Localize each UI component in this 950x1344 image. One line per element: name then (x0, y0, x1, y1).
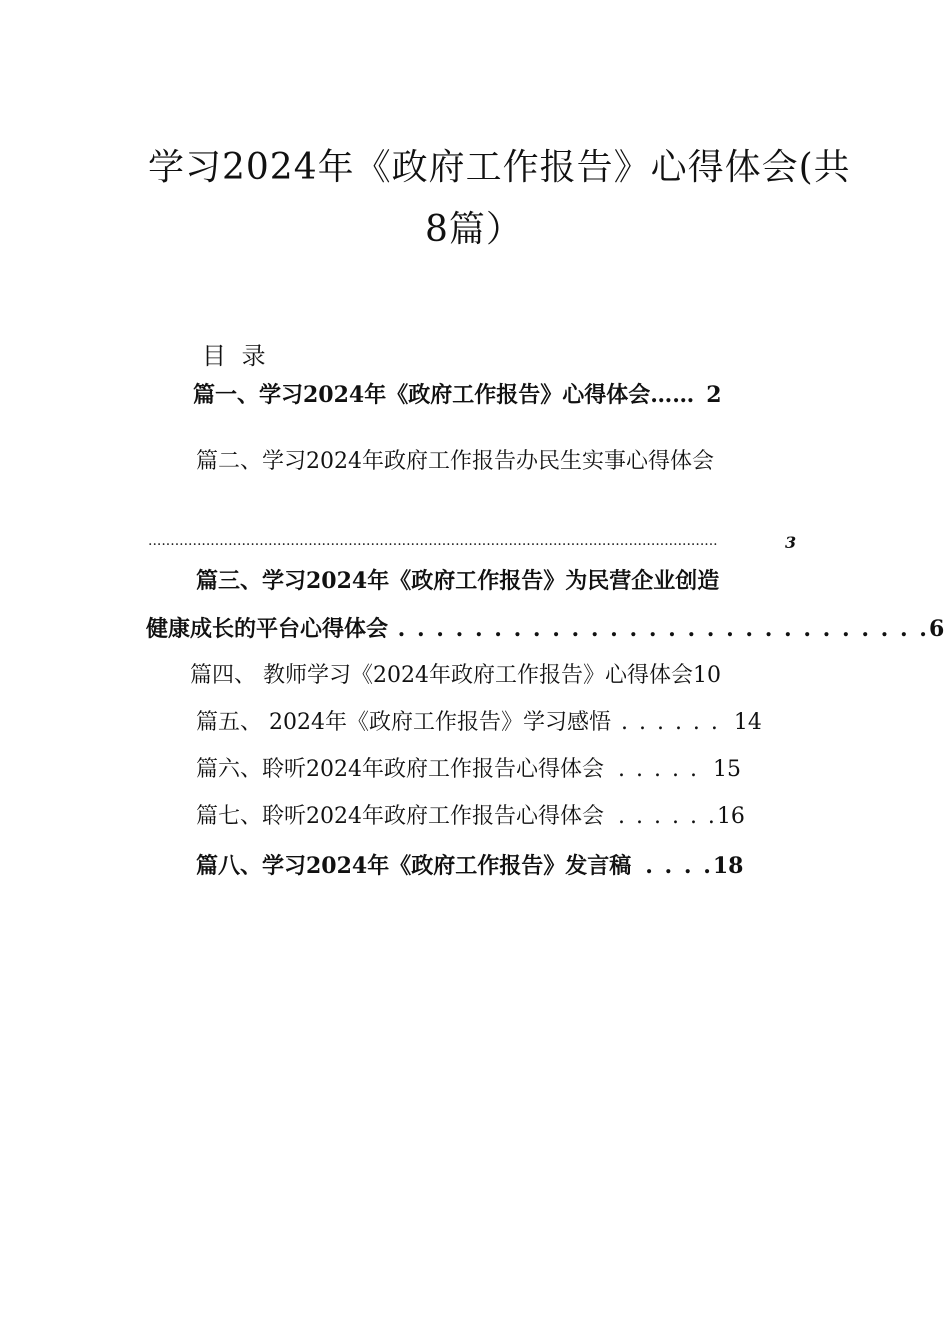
toc-item-leader: . . . . . (618, 757, 699, 782)
toc-item-1[interactable] (193, 380, 722, 410)
toc-item-2-leader-row (148, 533, 800, 553)
toc-item-3-label-line1[interactable] (196, 566, 719, 596)
toc-item-leader: . . . . . . (618, 804, 717, 829)
toc-item-6[interactable] (196, 755, 741, 785)
toc-item-leader: . . . . . . . . . . . . . . . . . . . . . . . . . . . . (388, 616, 929, 642)
document-title-line2: 8篇） (425, 209, 523, 250)
toc-item-8[interactable] (196, 851, 743, 881)
toc-item-4[interactable] (190, 661, 721, 691)
toc-item-label: 篇四、 教师学习《2024年政府工作报告》心得体会 (190, 663, 693, 688)
toc-item-label: 篇七、聆听2024年政府工作报告心得体会 (196, 804, 604, 829)
toc-item-page: 2 (706, 382, 722, 408)
toc-item-page: 16 (716, 804, 745, 829)
toc-item-3-label-line2[interactable] (146, 614, 944, 644)
toc-heading: 目 录 (202, 342, 270, 370)
toc-item-label: 篇二、学习2024年政府工作报告办民生实事心得体会 (196, 449, 714, 474)
toc-item-leader: . . . . . . (620, 710, 720, 735)
toc-item-2-label[interactable] (196, 447, 714, 477)
toc-item-7[interactable] (196, 802, 745, 832)
toc-item-label: 篇三、学习2024年《政府工作报告》为民营企业创造 (196, 568, 720, 594)
toc-item-page: 6 (928, 616, 945, 642)
toc-item-label: 篇五、 2024年《政府工作报告》学习感悟 (196, 710, 611, 735)
toc-item-leader: …… (650, 382, 695, 408)
toc-item-label: 篇六、聆听2024年政府工作报告心得体会 (196, 757, 604, 782)
toc-item-label: 篇八、学习2024年《政府工作报告》发言稿 (196, 853, 632, 879)
toc-item-leader: . . . . (645, 853, 713, 879)
toc-item-5[interactable] (196, 708, 762, 738)
toc-item-page: 18 (712, 853, 744, 879)
toc-item-page: 14 (733, 710, 762, 735)
document-title-line1: 学习2024年《政府工作报告》心得体会(共 (148, 147, 851, 188)
toc-item-page: 3 (785, 533, 797, 552)
toc-item-leader: ................................................................................................................................ (148, 533, 718, 549)
toc-item-label: 健康成长的平台心得体会 (146, 616, 389, 642)
toc-item-page: 10 (692, 663, 721, 688)
toc-item-label: 篇一、学习2024年《政府工作报告》心得体会 (193, 382, 651, 408)
toc-item-page: 15 (712, 757, 741, 782)
